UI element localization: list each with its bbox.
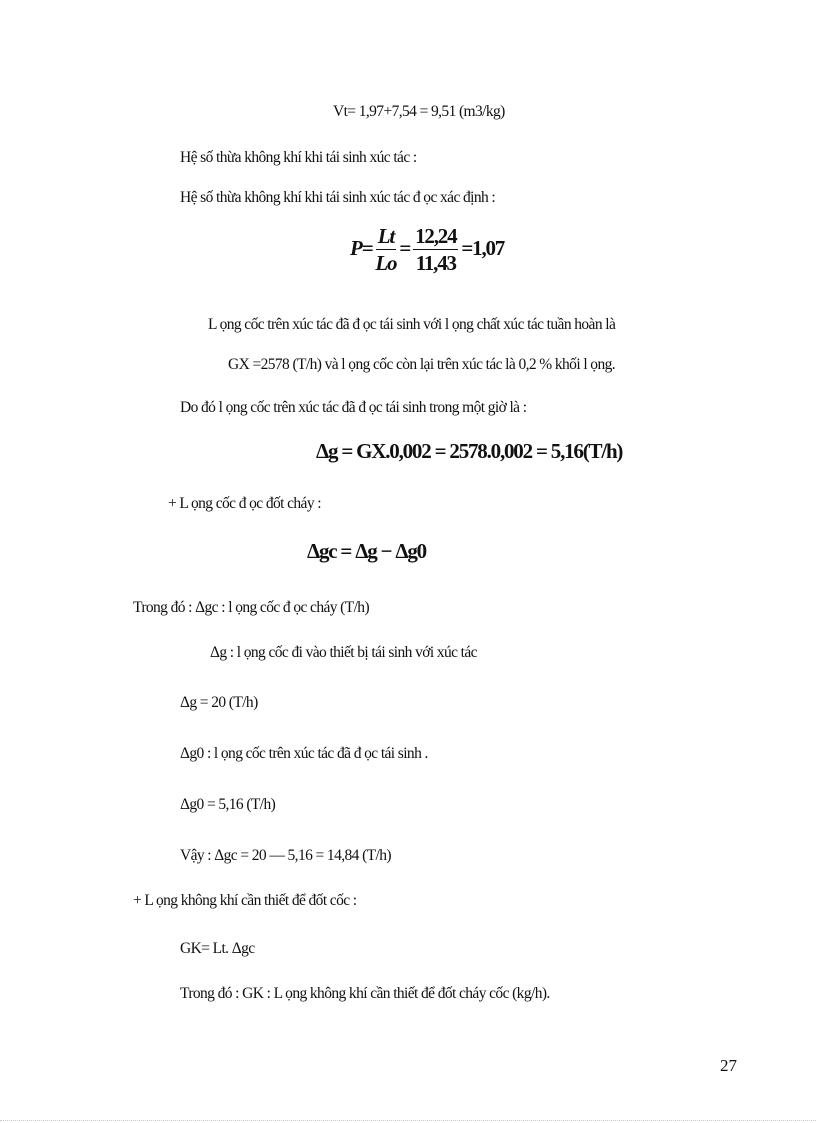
line-gx: GX =2578 (T/h) và l ọng cốc còn lại trên xúc tác là 0,2 % khối l ọng. — [228, 356, 616, 373]
line-delta-g0-value: Δg0 = 5,16 (T/h) — [180, 796, 276, 813]
line-trong-do-2: Trong đó : GK : L ọng không khí cần thiết để đốt cháy cốc (kg/h). — [180, 985, 550, 1002]
eq-p-equals: = — [399, 235, 411, 260]
line-vay: Vậy : Δgc = 20 — 5,16 = 14,84 (T/h) — [180, 847, 391, 864]
line-luong-khong-khi: + L ọng không khí cần thiết để đốt cốc : — [133, 892, 357, 909]
eq-p-fraction-2 — [413, 226, 458, 274]
line-luong-coc-chay: + L ọng cốc đ ọc đốt cháy : — [168, 495, 321, 512]
eq-p-den2: 11,43 — [415, 251, 456, 275]
line-he-so-title: Hệ số thừa không khí khi tái sinh xúc tác : — [180, 149, 417, 166]
footer-divider — [0, 1120, 816, 1121]
line-delta-g-def: Δg : l ọng cốc đi vào thiết bị tái sinh với xúc tác — [210, 644, 477, 661]
eq-p-num: Lt — [377, 224, 394, 248]
eq-p-lhs: P= — [350, 235, 373, 260]
line-do-do: Do đó l ọng cốc trên xúc tác đã đ ọc tái sinh trong một giờ là : — [180, 399, 527, 416]
line-luong-coc: L ọng cốc trên xúc tác đã đ ọc tái sinh với l ọng chất xúc tác tuần hoàn là — [208, 316, 616, 333]
eq-p-fraction-1 — [375, 226, 396, 274]
line-gk-formula: GK= Lt. Δgc — [180, 940, 255, 957]
line-vt-formula: Vt= 1,97+7,54 = 9,51 (m3/kg) — [333, 103, 505, 120]
eq-p-rhs: =1,07 — [461, 235, 505, 260]
line-delta-g-value: Δg = 20 (T/h) — [180, 694, 258, 711]
line-trong-do-1: Trong đó : Δgc : l ọng cốc đ ọc cháy (T/h) — [133, 599, 370, 616]
equation-p — [350, 226, 504, 274]
equation-delta-gc: Δgc = Δg − Δg0 — [307, 539, 426, 563]
equation-delta-g: Δg = GX.0,002 = 2578.0,002 = 5,16(T/h) — [316, 439, 623, 463]
line-delta-g0-def: Δg0 : l ọng cốc trên xúc tác đã đ ọc tái sinh . — [180, 745, 428, 762]
page-number: 27 — [720, 1056, 737, 1075]
eq-p-den: Lo — [375, 251, 397, 275]
line-he-so-def: Hệ số thừa không khí khi tái sinh xúc tác đ ọc xác định : — [180, 189, 496, 206]
eq-p-num2: 12,24 — [415, 224, 457, 248]
